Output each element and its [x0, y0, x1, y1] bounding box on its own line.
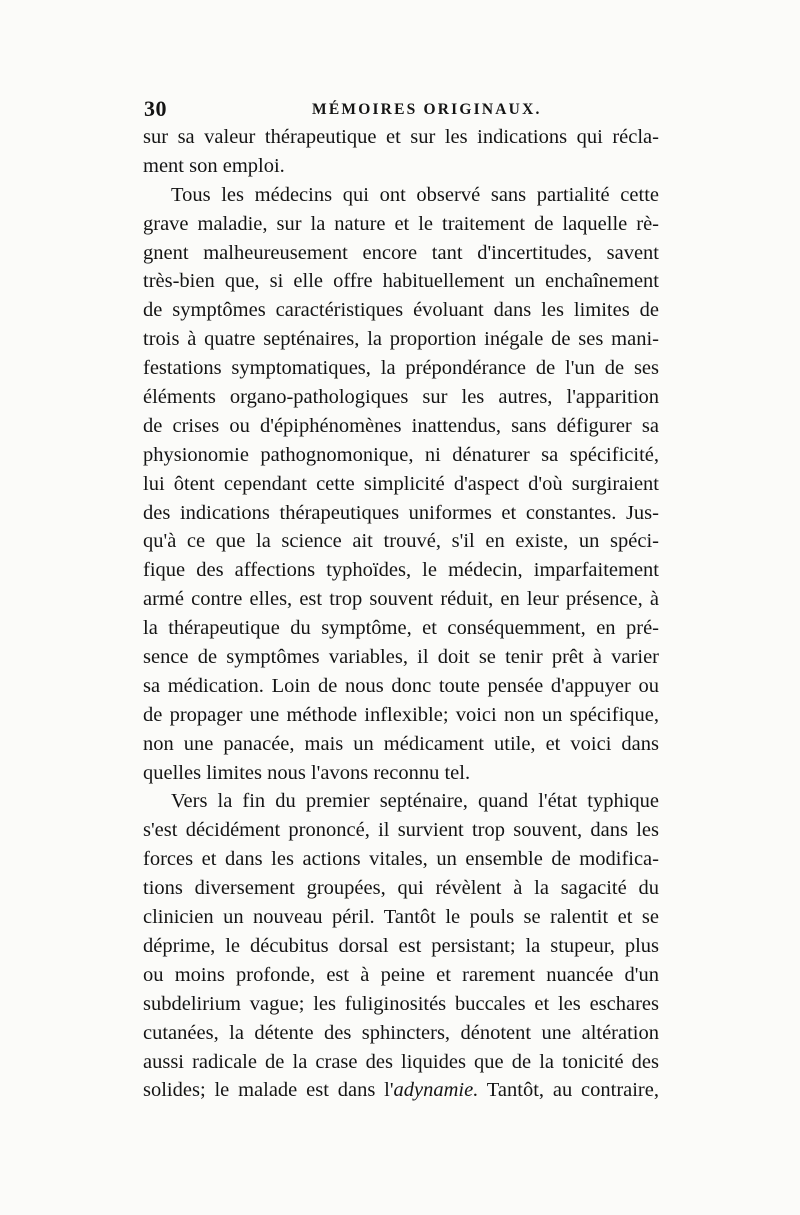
text-line: sa médication. Loin de nous donc toute pensée d'appuyer ou	[143, 674, 659, 697]
text-line-final	[143, 1076, 659, 1105]
paragraph-first-line: Vers la fin du premier septénaire, quand l'état typhique	[171, 790, 659, 813]
text-line: tions diversement groupées, qui révèlent à la sagacité du	[143, 877, 659, 900]
running-title: MÉMOIRES ORIGINAUX.	[312, 101, 542, 118]
text-line: subdelirium vague; les fuliginosités buccales et les eschares	[143, 992, 659, 1015]
text-line: ou moins profonde, est à peine et rarement nuancée d'un	[143, 963, 659, 986]
text-line: forces et dans les actions vitales, un ensemble de modifica-	[143, 848, 659, 871]
text-line: sence de symptômes variables, il doit se tenir prêt à varier	[143, 646, 659, 669]
text-line: déprime, le décubitus dorsal est persistant; la stupeur, plus	[143, 934, 659, 957]
text-segment: Tantôt, au contraire,	[478, 1079, 659, 1102]
text-line: de propager une méthode inflexible; voici non un spécifique,	[143, 703, 659, 726]
text-line: lui ôtent cependant cette simplicité d'aspect d'où surgiraient	[143, 472, 659, 495]
text-line: sur sa valeur thérapeutique et sur les indications qui récla-	[143, 126, 659, 148]
page-number: 30	[144, 96, 167, 121]
text-line: trois à quatre septénaires, la proportion inégale de ses mani-	[143, 328, 659, 351]
text-line: très-bien que, si elle offre habituellement un enchaînement	[143, 270, 659, 293]
text-line: des indications thérapeutiques uniformes et constantes. Jus-	[143, 501, 659, 524]
text-line: ment son emploi.	[143, 154, 285, 177]
text-line: qu'à ce que la science ait trouvé, s'il en existe, un spéci-	[143, 530, 659, 553]
text-line: quelles limites nous l'avons reconnu tel.	[143, 761, 471, 784]
text-line: grave maladie, sur la nature et le traitement de laquelle rè-	[143, 212, 659, 235]
text-line: s'est décidément prononcé, il survient trop souvent, dans les	[143, 819, 659, 842]
text-line: armé contre elles, est trop souvent réduit, en leur présence, à	[143, 588, 659, 611]
text-line: festations symptomatiques, la prépondérance de l'un de ses	[143, 357, 659, 380]
text-line: gnent malheureusement encore tant d'incertitudes, savent	[143, 241, 659, 264]
text-line: de symptômes caractéristiques évoluant dans les limites de	[143, 299, 659, 322]
text-line: cutanées, la détente des sphincters, dénotent une altération	[143, 1021, 659, 1044]
italic-term: adynamie.	[393, 1079, 479, 1102]
text-line: fique des affections typhoïdes, le médecin, imparfaitement	[143, 559, 659, 582]
text-line: la thérapeutique du symptôme, et conséquemment, en pré-	[143, 617, 659, 640]
paragraph-first-line: Tous les médecins qui ont observé sans partialité cette	[171, 183, 659, 206]
text-line: non une panacée, mais un médicament utile, et voici dans	[143, 732, 659, 755]
text-segment: solides; le malade est dans l'	[143, 1079, 394, 1102]
running-head	[144, 96, 660, 122]
text-line: clinicien un nouveau péril. Tantôt le pouls se ralentit et se	[143, 906, 659, 929]
text-line: de crises ou d'épiphénomènes inattendus, sans défigurer sa	[143, 414, 659, 437]
body-text	[143, 123, 659, 1105]
text-line: éléments organo-pathologiques sur les autres, l'apparition	[143, 386, 659, 409]
text-line: aussi radicale de la crase des liquides que de la tonicité des	[143, 1050, 659, 1073]
text-line: physionomie pathognomonique, ni dénaturer sa spécificité,	[143, 443, 659, 466]
